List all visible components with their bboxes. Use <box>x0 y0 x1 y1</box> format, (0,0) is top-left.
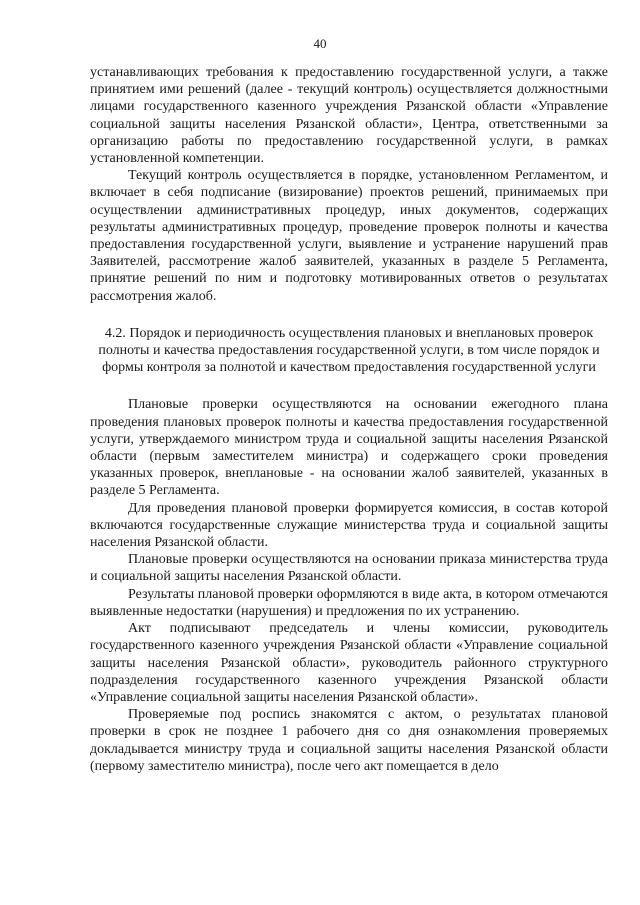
paragraph: Для проведения плановой проверки формируется комиссия, в состав которой включаются государственные служащие министерства труда и социальной защиты населения Рязанской области. <box>90 500 608 551</box>
paragraph: Плановые проверки осуществляются на основании ежегодного плана проведения плановых проверок полноты и качества предоставления государственной услуги, утверждаемого министром труда и социальной защиты населения Рязанской области (первым заместителем министра) и содержащего сроки проведения указанных проверок, внеплановые - на основании жалоб заявителей, указанных в разделе 5 Регламента. <box>90 397 608 499</box>
paragraph: Текущий контроль осуществляется в порядке, установленном Регламентом, и включает в себя подписание (визирование) проектов решений, принимаемых при осуществлении административных процедур, иных документов, содержащих результаты административных процедур, проведение проверок полноты и качества предоставления государственной услуги, выявление и устранение нарушений прав Заявителей, рассмотрение жалоб заявителей, указанных в разделе 5 Регламента, принятие решений по ним и подготовку мотивированных ответов о результатах рассмотрения жалоб. <box>90 168 608 304</box>
page-number: 40 <box>313 36 327 51</box>
paragraph: Плановые проверки осуществляются на основании приказа министерства труда и социальной защиты населения Рязанской области. <box>90 552 608 585</box>
paragraph: устанавливающих требования к предоставлению государственной услуги, а также принятием ими решений (далее - текущий контроль) осуществляется должностными лицами государственного казенного учреждения Рязанской области «Управление социальной защиты населения Рязанской области», Центра, ответственными за организацию работы по предоставлению государственной услуги, в рамках установленной компетенции. <box>90 65 608 167</box>
document-body <box>90 64 608 775</box>
paragraph: Проверяемые под роспись знакомятся с актом, о результатах плановой проверки в срок не позднее 1 рабочего дня со дня ознакомления проверяемых докладывается министру труда и социальной защиты населения Рязанской области (первому заместителю министра), после чего акт помещается в дело <box>90 707 608 774</box>
paragraph: Результаты плановой проверки оформляются в виде акта, в котором отмечаются выявленные недостатки (нарушения) и предложения по их устранению. <box>90 586 608 619</box>
paragraph: Акт подписывают председатель и члены комиссии, руководитель государственного казенного учреждения Рязанской области «Управление социальной защиты населения Рязанской области», руководитель районного структурного подразделения государственного казенного учреждения Рязанской области «Управление социальной защиты населения Рязанской области». <box>90 621 608 705</box>
section-heading: 4.2. Порядок и периодичность осуществления плановых и внеплановых проверок полноты и качества предоставления государственной услуги, в том числе порядок и формы контроля за полнотой и качеством предоставления государственной услуги <box>98 325 600 376</box>
